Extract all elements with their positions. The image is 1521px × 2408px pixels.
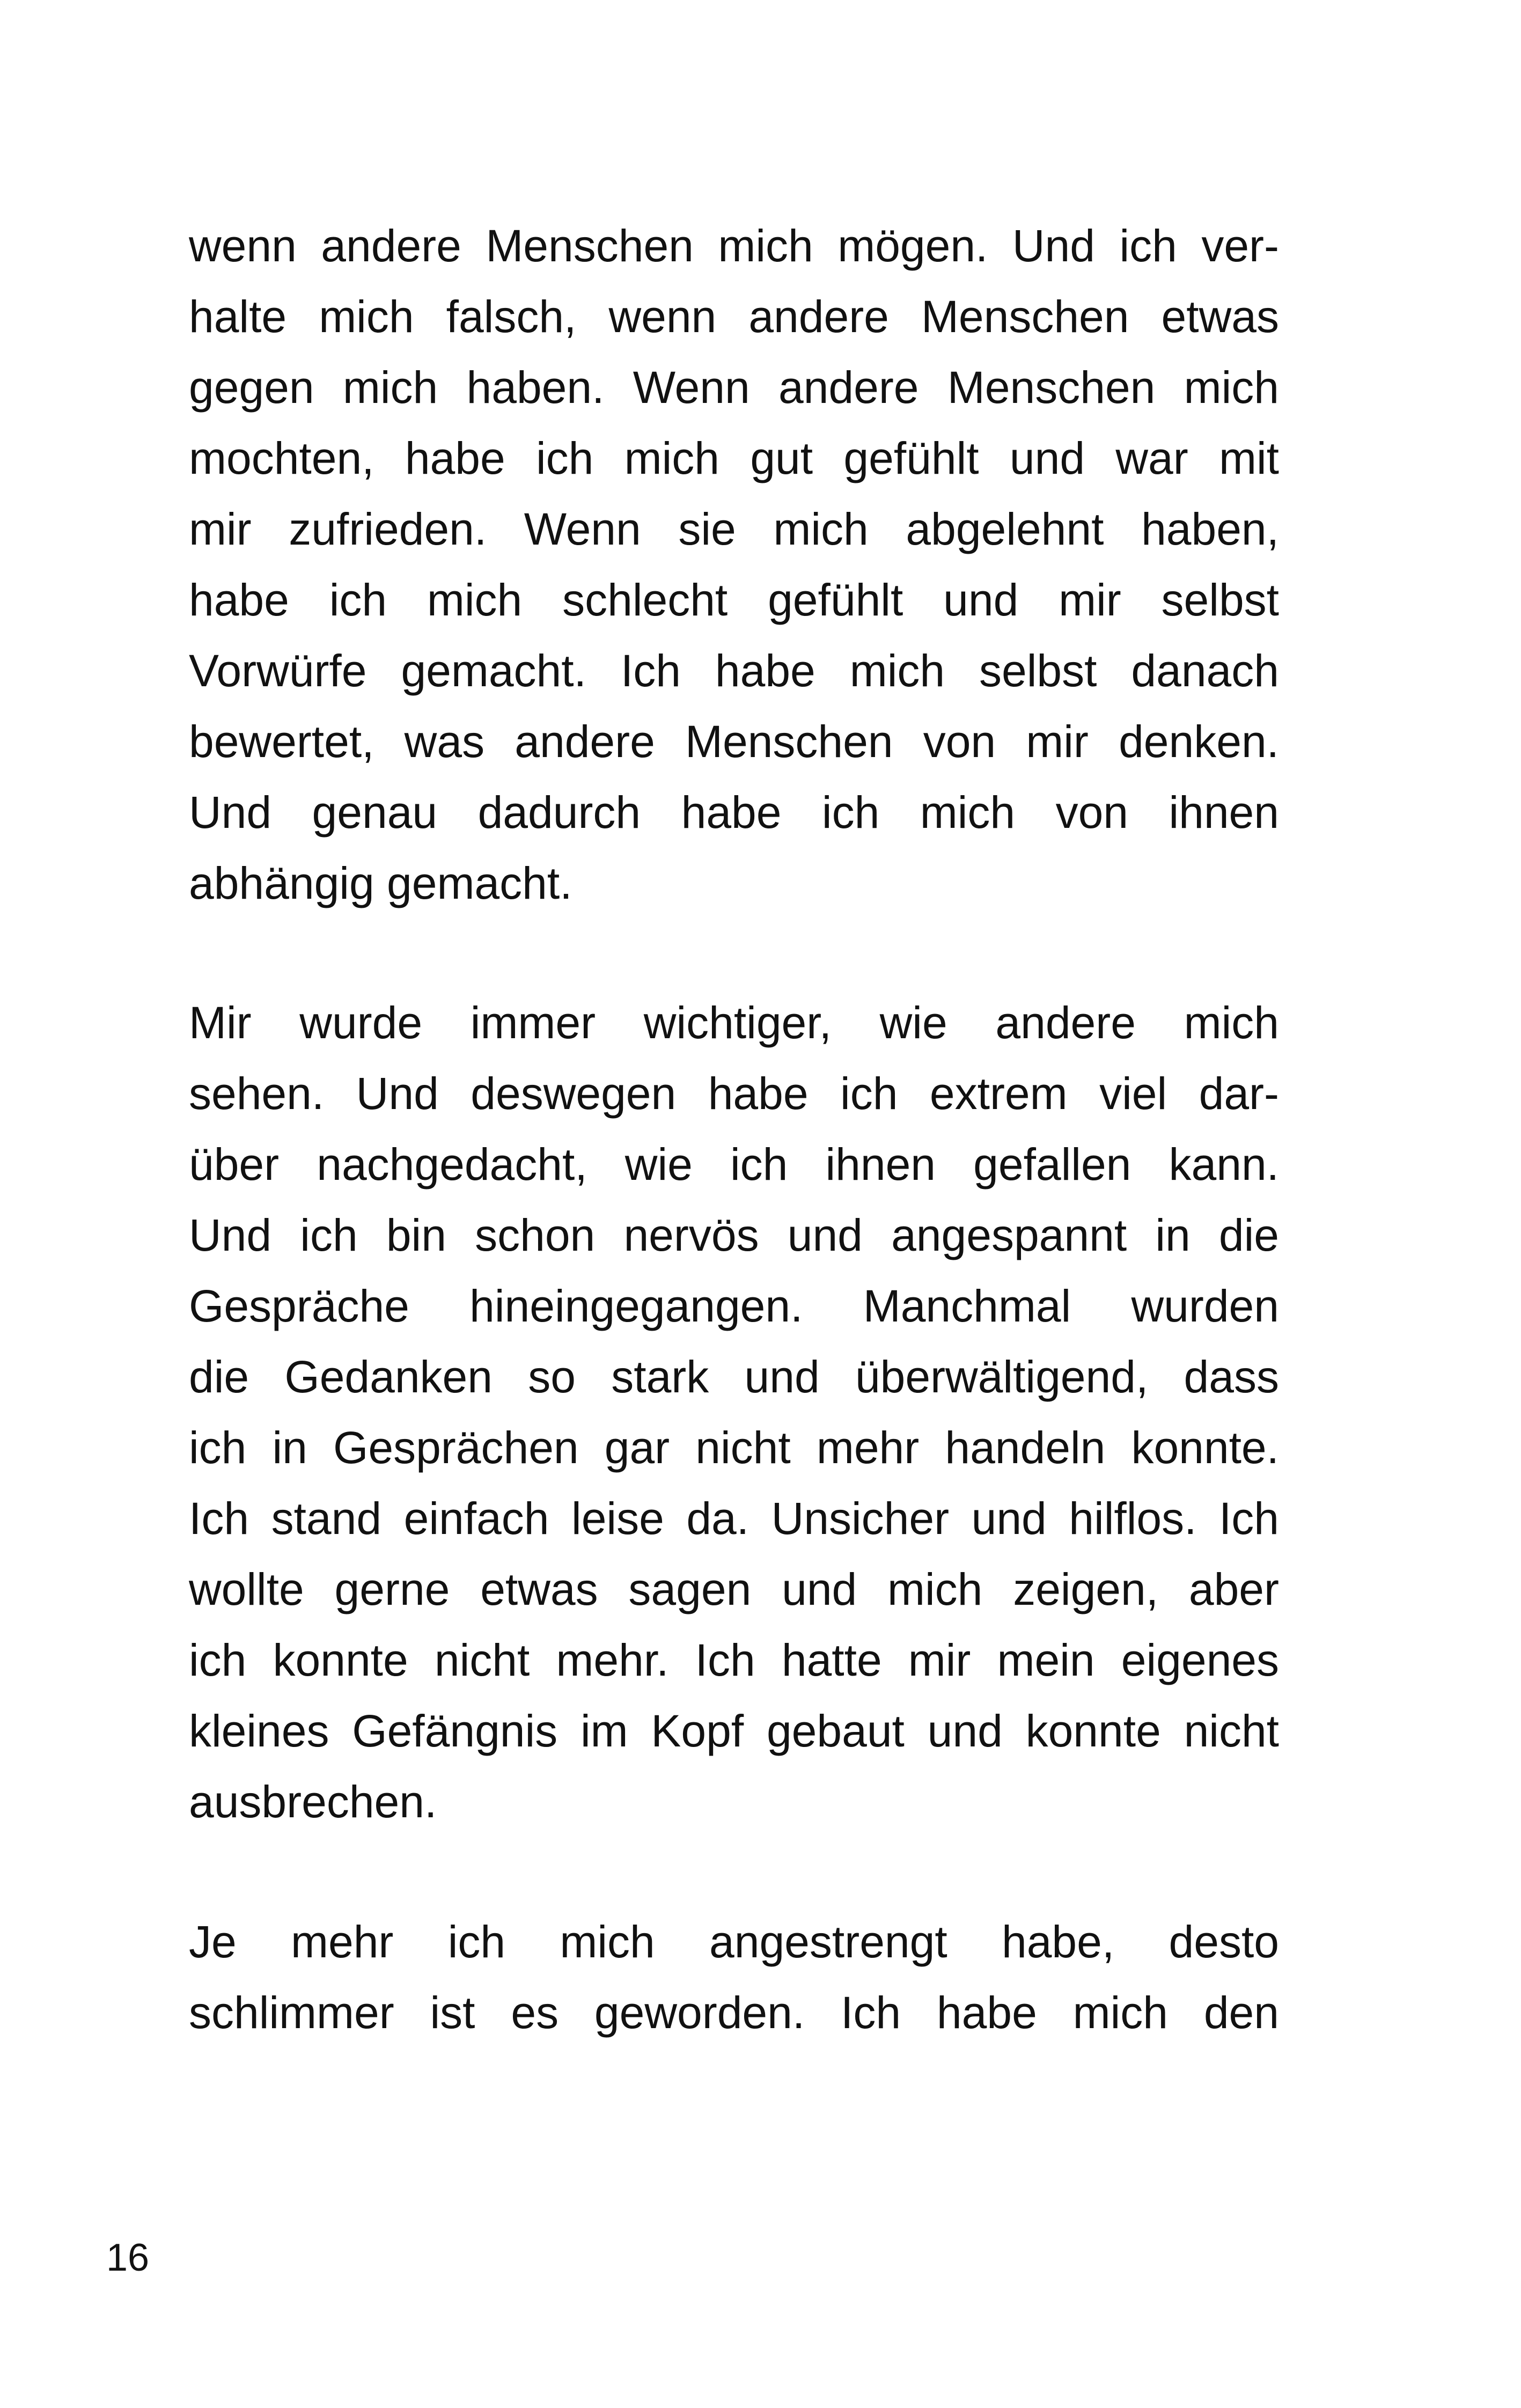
text-line: sehen. Und deswegen habe ich extrem viel dar- [189, 1068, 1279, 1119]
text-line: abhängig gemacht. [189, 858, 572, 908]
text-line: die Gedanken so stark und überwältigend, dass [189, 1352, 1279, 1402]
text-line: Und ich bin schon nervös und angespannt in die [189, 1210, 1279, 1260]
text-line: wollte gerne etwas sagen und mich zeigen, aber [189, 1564, 1279, 1614]
text-line: kleines Gefängnis im Kopf gebaut und konnte nicht [189, 1706, 1279, 1756]
page-number: 16 [106, 2236, 150, 2279]
text-line: Je mehr ich mich angestrengt habe, desto [189, 1917, 1279, 1967]
text-line: gegen mich haben. Wenn andere Menschen mich [189, 362, 1279, 413]
paragraph [189, 1906, 1279, 2048]
text-line: ich in Gesprächen gar nicht mehr handeln konnte. [189, 1422, 1279, 1473]
text-line: Vorwürfe gemacht. Ich habe mich selbst danach [189, 645, 1279, 696]
text-line: Mir wurde immer wichtiger, wie andere mich [189, 997, 1279, 1048]
text-line: ich konnte nicht mehr. Ich hatte mir mein eigenes [189, 1635, 1279, 1685]
text-line: wenn andere Menschen mich mögen. Und ich ver- [189, 221, 1279, 271]
text-line: bewertet, was andere Menschen von mir denken. [189, 716, 1279, 767]
text-line: mochten, habe ich mich gut gefühlt und war mit [189, 433, 1279, 483]
text-line: Und genau dadurch habe ich mich von ihnen [189, 787, 1279, 838]
paragraph [189, 987, 1279, 1837]
text-line: halte mich falsch, wenn andere Menschen etwas [189, 291, 1279, 342]
text-line: Ich stand einfach leise da. Unsicher und hilflos. Ich [189, 1493, 1279, 1544]
text-line: Gespräche hineingegangen. Manchmal wurden [189, 1281, 1279, 1331]
text-line: mir zufrieden. Wenn sie mich abgelehnt haben, [189, 504, 1279, 554]
text-line: ausbrechen. [189, 1776, 437, 1827]
text-line: über nachgedacht, wie ich ihnen gefallen kann. [189, 1139, 1279, 1190]
text-line: schlimmer ist es geworden. Ich habe mich den [189, 1987, 1279, 2038]
paragraph [189, 210, 1279, 919]
text-line: habe ich mich schlecht gefühlt und mir selbst [189, 575, 1279, 625]
